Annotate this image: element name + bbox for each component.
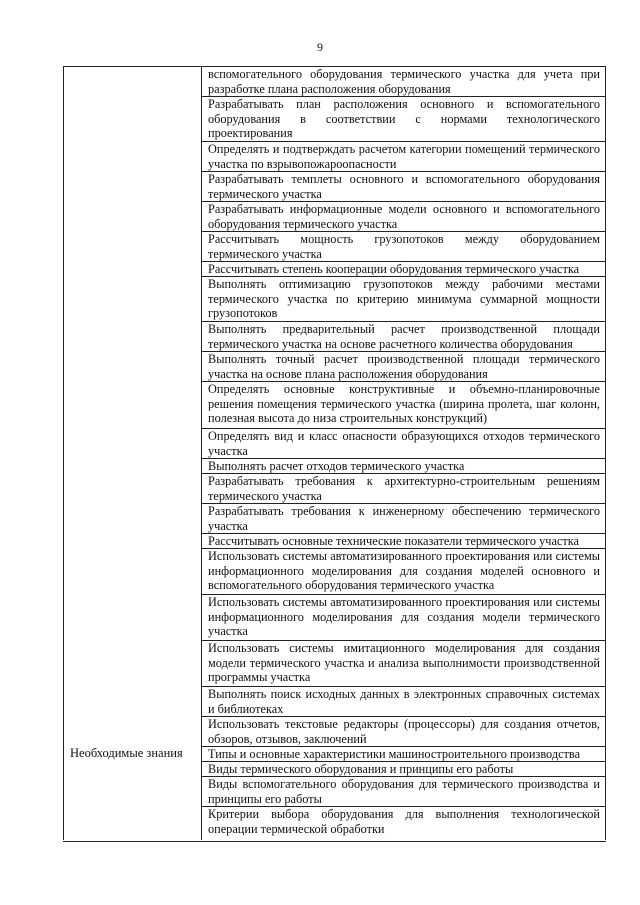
section-label-knowledge: Необходимые знания — [70, 746, 183, 760]
table-cell: Выполнять оптимизацию грузопотоков между рабочими местами термического участка по критерию минимума суммарной мощности грузопотоков — [202, 276, 605, 321]
table-cells — [202, 67, 605, 836]
table-cell: Выполнять поиск исходных данных в электронных справочных системах и библиотеках — [202, 686, 605, 716]
table-cell: Разрабатывать план расположения основного и вспомогательного оборудования в соответствии с нормами технологического проектирования — [202, 96, 605, 141]
table-cell: Рассчитывать основные технические показатели термического участка — [202, 533, 605, 548]
table-cell: Использовать системы автоматизированного проектирования или системы информационного моделирования для создания модели термического участка — [202, 594, 605, 640]
table-cell: Рассчитывать степень кооперации оборудования термического участка — [202, 261, 605, 276]
table-cell: Использовать системы автоматизированного проектирования или системы информационного моделирования для создания моделей основного и вспомогательного оборудования термического участка — [202, 548, 605, 594]
table-cell: Виды термического оборудования и принципы его работы — [202, 761, 605, 776]
table-cell: Использовать текстовые редакторы (процессоры) для создания отчетов, обзоров, отзывов, заключений — [202, 716, 605, 746]
table-cell: Определять вид и класс опасности образующихся отходов термического участка — [202, 428, 605, 458]
table-cell: Разрабатывать темплеты основного и вспомогательного оборудования термического участка — [202, 171, 605, 201]
table-cell: вспомогательного оборудования термического участка для учета при разработке плана расположения оборудования — [208, 67, 600, 96]
table-cell: Рассчитывать мощность грузопотоков между оборудованием термического участка — [202, 231, 605, 261]
table-cell: Выполнять предварительный расчет производственной площади термического участка на основе расчетного количества оборудования — [202, 321, 605, 351]
table-cell: Разрабатывать требования к инженерному обеспечению термического участка — [202, 503, 605, 533]
table-cell: Типы и основные характеристики машиностроительного производства — [202, 746, 605, 761]
table-cell: Определять и подтверждать расчетом категории помещений термического участка по взрывопожароопасности — [202, 141, 605, 171]
table-cell: Виды вспомогательного оборудования для термического производства и принципы его работы — [202, 776, 605, 806]
table-cell: Разрабатывать информационные модели основного и вспомогательного оборудования термического участка — [202, 201, 605, 231]
page-number: 9 — [317, 40, 323, 54]
table-cell: Использовать системы имитационного моделирования для создания модели термического участка и анализа выполнимости производственной программы участка — [202, 640, 605, 686]
table-cell: Выполнять точный расчет производственной площади термического участка на основе плана расположения оборудования — [202, 351, 605, 381]
table-cell: Выполнять расчет отходов термического участка — [202, 458, 605, 473]
table-cell: Определять основные конструктивные и объемно-планировочные решения помещения термического участка (ширина пролета, шаг колонн, полезная высота до низа строительных конструкций) — [202, 381, 605, 428]
table-cell: Разрабатывать требования к архитектурно-строительным решениям термического участка — [202, 473, 605, 503]
table-cell: Критерии выбора оборудования для выполнения технологической операции термической обработки — [202, 806, 605, 836]
